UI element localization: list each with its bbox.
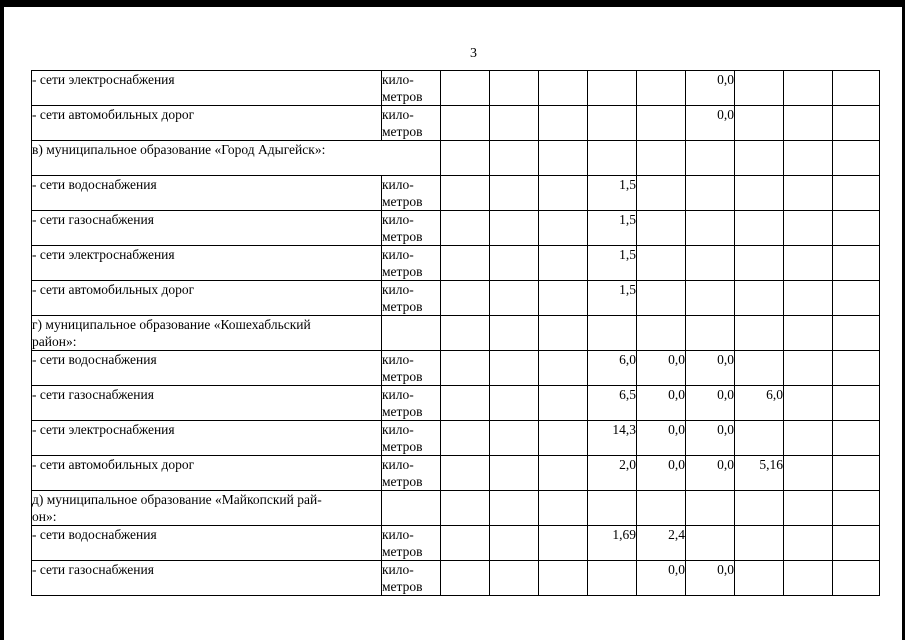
unit-cell: кило- метров [382, 71, 441, 106]
unit-cell: кило- метров [382, 386, 441, 421]
unit-cell: кило- метров [382, 211, 441, 246]
value-cell [539, 211, 588, 246]
value-cell [833, 456, 880, 491]
value-cell [686, 316, 735, 351]
value-cell: 0,0 [686, 351, 735, 386]
value-cell [490, 491, 539, 526]
table-row [32, 71, 880, 106]
value-cell [686, 281, 735, 316]
unit-cell: кило- метров [382, 246, 441, 281]
value-cell [735, 106, 784, 141]
value-cell [588, 141, 637, 176]
value-cell [833, 526, 880, 561]
value-cell [490, 561, 539, 596]
value-cell [784, 106, 833, 141]
value-cell [784, 176, 833, 211]
value-cell [735, 176, 784, 211]
value-cell [833, 316, 880, 351]
value-cell [588, 71, 637, 106]
value-cell [833, 491, 880, 526]
value-cell [539, 106, 588, 141]
value-cell [784, 246, 833, 281]
value-cell: 0,0 [637, 421, 686, 456]
unit-cell [382, 316, 441, 351]
indicator-name-cell: - сети автомобильных дорог [32, 106, 382, 141]
value-cell [833, 561, 880, 596]
indicator-name-cell: - сети водоснабжения [32, 526, 382, 561]
value-cell [833, 281, 880, 316]
unit-cell: кило- метров [382, 421, 441, 456]
value-cell [784, 421, 833, 456]
unit-cell: кило- метров [382, 456, 441, 491]
value-cell [588, 316, 637, 351]
value-cell [441, 386, 490, 421]
value-cell [784, 141, 833, 176]
table-row [32, 351, 880, 386]
value-cell [490, 386, 539, 421]
value-cell [735, 421, 784, 456]
scan-border-left [0, 0, 4, 640]
indicator-name-cell: - сети водоснабжения [32, 176, 382, 211]
page-number: 3 [470, 46, 477, 61]
value-cell: 6,0 [735, 386, 784, 421]
value-cell: 0,0 [637, 456, 686, 491]
value-cell [686, 141, 735, 176]
value-cell [441, 351, 490, 386]
value-cell [539, 281, 588, 316]
value-cell [441, 71, 490, 106]
value-cell [686, 246, 735, 281]
value-cell [784, 351, 833, 386]
value-cell [588, 561, 637, 596]
indicator-name-cell: - сети электроснабжения [32, 421, 382, 456]
table-row [32, 386, 880, 421]
value-cell [441, 316, 490, 351]
data-table [31, 70, 880, 596]
value-cell [637, 211, 686, 246]
value-cell: 0,0 [637, 386, 686, 421]
unit-cell: кило- метров [382, 176, 441, 211]
indicator-name-cell: - сети газоснабжения [32, 211, 382, 246]
value-cell [833, 246, 880, 281]
value-cell [441, 211, 490, 246]
value-cell [539, 526, 588, 561]
unit-cell: кило- метров [382, 561, 441, 596]
value-cell: 0,0 [637, 351, 686, 386]
section-row [32, 141, 880, 176]
value-cell [637, 141, 686, 176]
value-cell [490, 211, 539, 246]
value-cell: 6,5 [588, 386, 637, 421]
value-cell [539, 491, 588, 526]
value-cell [490, 176, 539, 211]
table-row [32, 281, 880, 316]
value-cell: 0,0 [686, 421, 735, 456]
value-cell [441, 526, 490, 561]
value-cell: 2,0 [588, 456, 637, 491]
table-row [32, 316, 880, 351]
table-row [32, 456, 880, 491]
indicator-name-cell: - сети автомобильных дорог [32, 281, 382, 316]
value-cell [784, 316, 833, 351]
value-cell [833, 141, 880, 176]
value-cell [490, 71, 539, 106]
value-cell [784, 491, 833, 526]
unit-cell: кило- метров [382, 106, 441, 141]
value-cell [637, 176, 686, 211]
value-cell: 0,0 [637, 561, 686, 596]
value-cell [490, 526, 539, 561]
value-cell [441, 561, 490, 596]
indicator-name-cell: - сети водоснабжения [32, 351, 382, 386]
value-cell [784, 456, 833, 491]
value-cell [833, 176, 880, 211]
value-cell [784, 71, 833, 106]
value-cell [637, 246, 686, 281]
value-cell [588, 106, 637, 141]
indicator-name-cell: - сети газоснабжения [32, 561, 382, 596]
indicator-name-cell: д) муниципальное образование «Майкопский рай- он»: [32, 491, 382, 526]
value-cell [833, 386, 880, 421]
value-cell [686, 491, 735, 526]
value-cell [735, 316, 784, 351]
value-cell [441, 246, 490, 281]
value-cell: 1,5 [588, 246, 637, 281]
table-row [32, 211, 880, 246]
unit-cell: кило- метров [382, 526, 441, 561]
value-cell [490, 456, 539, 491]
value-cell: 1,5 [588, 211, 637, 246]
value-cell [784, 386, 833, 421]
value-cell [490, 246, 539, 281]
table-row [32, 106, 880, 141]
table-row [32, 491, 880, 526]
value-cell [490, 316, 539, 351]
value-cell [539, 141, 588, 176]
value-cell [490, 106, 539, 141]
value-cell [539, 456, 588, 491]
indicator-name-cell: - сети электроснабжения [32, 246, 382, 281]
table-body [32, 71, 880, 596]
unit-cell [382, 491, 441, 526]
value-cell [735, 71, 784, 106]
indicator-name-cell: - сети газоснабжения [32, 386, 382, 421]
value-cell: 5,16 [735, 456, 784, 491]
value-cell [441, 281, 490, 316]
value-cell: 0,0 [686, 456, 735, 491]
value-cell [784, 561, 833, 596]
value-cell [833, 351, 880, 386]
value-cell [539, 351, 588, 386]
value-cell: 14,3 [588, 421, 637, 456]
value-cell: 1,5 [588, 281, 637, 316]
value-cell [539, 71, 588, 106]
value-cell [784, 281, 833, 316]
value-cell [735, 526, 784, 561]
value-cell [637, 281, 686, 316]
value-cell [735, 491, 784, 526]
value-cell: 1,69 [588, 526, 637, 561]
table-row [32, 526, 880, 561]
value-cell [490, 281, 539, 316]
value-cell [490, 351, 539, 386]
value-cell: 6,0 [588, 351, 637, 386]
value-cell [833, 211, 880, 246]
value-cell [735, 211, 784, 246]
value-cell [539, 246, 588, 281]
indicator-name-cell: - сети автомобильных дорог [32, 456, 382, 491]
scan-border-top [0, 0, 905, 7]
value-cell [588, 491, 637, 526]
value-cell: 0,0 [686, 106, 735, 141]
value-cell [637, 106, 686, 141]
value-cell [686, 526, 735, 561]
value-cell [784, 526, 833, 561]
value-cell [490, 421, 539, 456]
value-cell [735, 281, 784, 316]
value-cell [539, 316, 588, 351]
table-row [32, 561, 880, 596]
indicator-name-cell: - сети электроснабжения [32, 71, 382, 106]
value-cell [833, 71, 880, 106]
value-cell [686, 211, 735, 246]
unit-cell: кило- метров [382, 351, 441, 386]
value-cell [490, 141, 539, 176]
value-cell [441, 106, 490, 141]
unit-cell: кило- метров [382, 281, 441, 316]
indicator-name-cell: г) муниципальное образование «Кошехабльский район»: [32, 316, 382, 351]
value-cell [441, 491, 490, 526]
value-cell [784, 211, 833, 246]
value-cell [833, 106, 880, 141]
value-cell: 2,4 [637, 526, 686, 561]
section-heading-cell: в) муниципальное образование «Город Адыгейск»: [32, 141, 441, 176]
value-cell [686, 176, 735, 211]
value-cell [441, 141, 490, 176]
value-cell [637, 71, 686, 106]
value-cell: 0,0 [686, 386, 735, 421]
value-cell [735, 141, 784, 176]
value-cell [441, 176, 490, 211]
value-cell: 0,0 [686, 71, 735, 106]
value-cell [637, 316, 686, 351]
value-cell [539, 386, 588, 421]
value-cell [833, 421, 880, 456]
value-cell [735, 246, 784, 281]
value-cell [735, 351, 784, 386]
value-cell [735, 561, 784, 596]
value-cell: 1,5 [588, 176, 637, 211]
value-cell: 0,0 [686, 561, 735, 596]
value-cell [539, 176, 588, 211]
value-cell [539, 421, 588, 456]
value-cell [441, 456, 490, 491]
value-cell [539, 561, 588, 596]
table-row [32, 421, 880, 456]
value-cell [637, 491, 686, 526]
table-row [32, 246, 880, 281]
value-cell [441, 421, 490, 456]
table-row [32, 176, 880, 211]
